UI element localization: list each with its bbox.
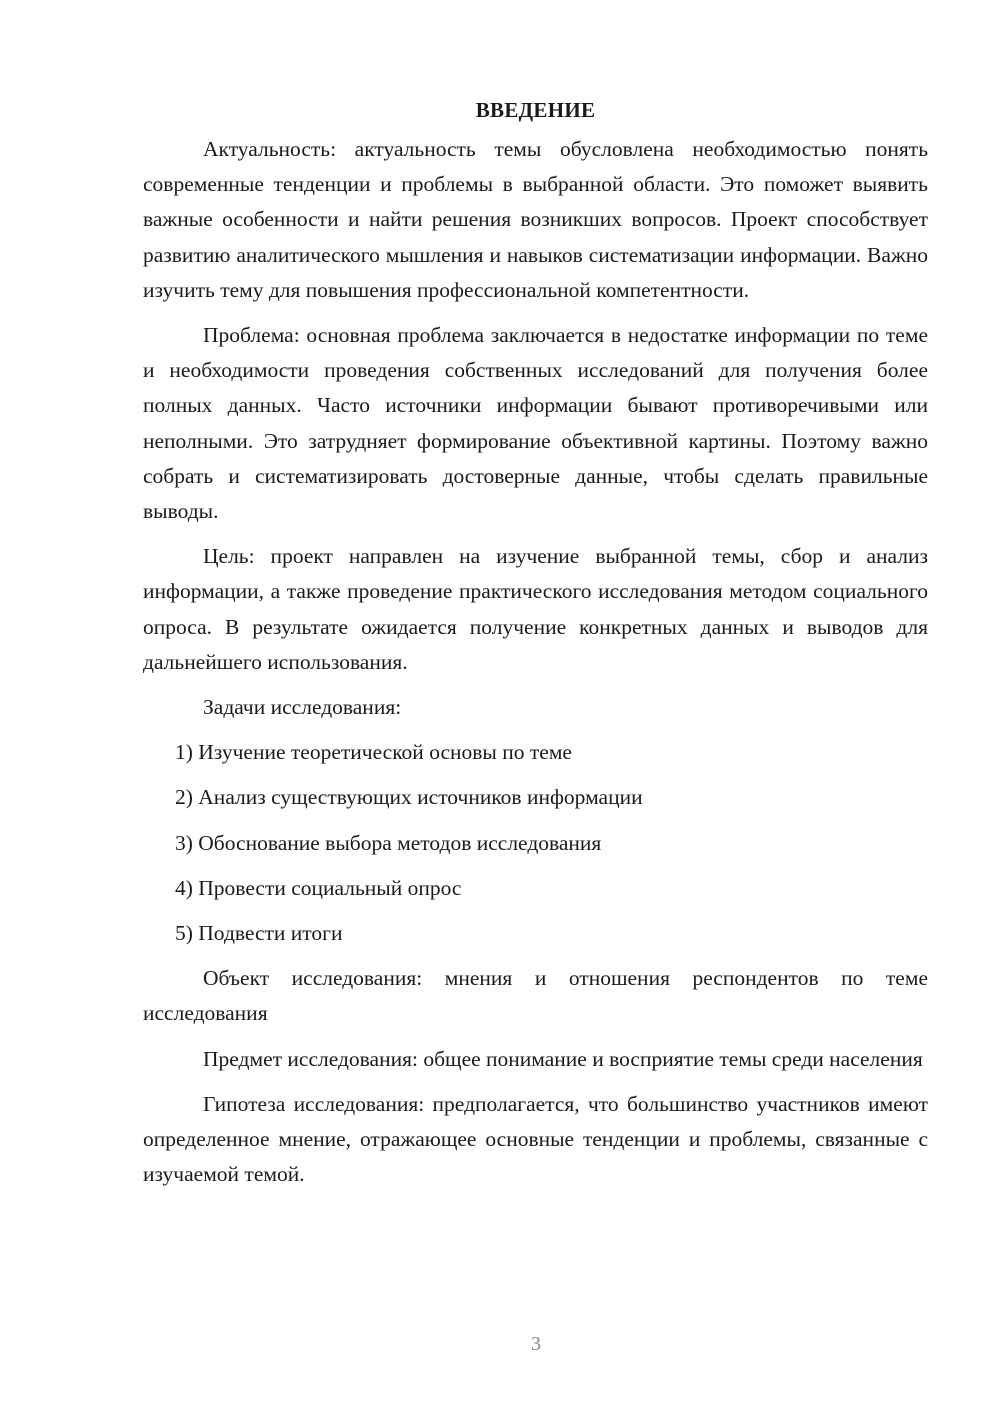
paragraph-problem: Проблема: основная проблема заключается в недостатке информации по теме и необходимости проведения собственных исследований для получения более полных данных. Часто источники информации бывают противоречивыми или неполными. Это затрудняет формирование объективной картины. Поэтому важно собрать и систематизировать достоверные данные, чтобы сделать правильные выводы. — [143, 323, 928, 524]
tasks-list — [143, 735, 928, 951]
paragraph-hypothesis: Гипотеза исследования: предполагается, что большинство участников имеют определенное мнение, отражающее основные тенденции и проблемы, связанные с изучаемой темой. — [143, 1091, 928, 1187]
page-title: ВВЕДЕНИЕ — [475, 98, 596, 122]
list-item: 2) Анализ существующих источников информации — [175, 785, 643, 810]
paragraph-object: Объект исследования: мнения и отношения респондентов по теме исследования — [143, 966, 928, 1026]
paragraph-subject: Предмет исследования: общее понимание и восприятие темы среди населения — [203, 1046, 923, 1071]
list-item: 1) Изучение теоретической основы по теме — [175, 740, 572, 765]
list-item: 4) Провести социальный опрос — [175, 875, 462, 900]
list-item: 5) Подвести итоги — [175, 921, 343, 946]
paragraph-goal: Цель: проект направлен на изучение выбранной темы, сбор и анализ информации, а также проведение практического исследования методом социального опроса. В результате ожидается получение конкретных данных и выводов для дальнейшего использования. — [143, 544, 928, 674]
paragraph-relevance: Актуальность: актуальность темы обусловлена необходимостью понять современные тенденции и проблемы в выбранной области. Это поможет выявить важные особенности и найти решения возникших вопросов. Проект способствует развитию аналитического мышления и навыков систематизации информации. Важно изучить тему для повышения профессиональной компетентности. — [143, 137, 928, 302]
page-number: 3 — [531, 1333, 541, 1355]
document-page — [143, 88, 928, 1202]
tasks-heading: Задачи исследования: — [203, 695, 402, 720]
list-item: 3) Обоснование выбора методов исследования — [175, 830, 602, 855]
